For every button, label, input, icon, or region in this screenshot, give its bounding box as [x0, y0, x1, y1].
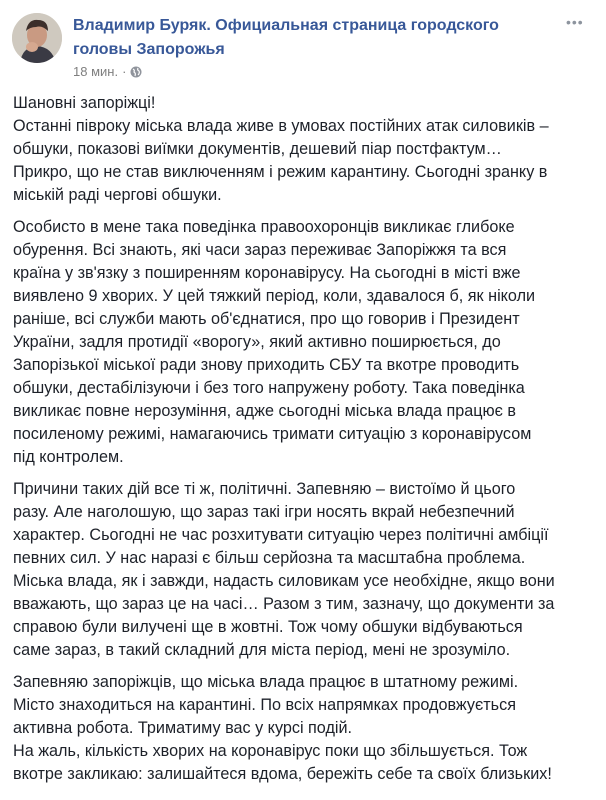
post-text-line: певних сил. У нас наразі є більш серйозна та масштабна проблема.	[13, 549, 526, 567]
post-text-line: України, задля протидії «ворогу», який активно поширюється, до	[13, 333, 501, 351]
post-text-line: вважають, що зараз це на часі… Разом з тим, зазначу, що документи за	[13, 595, 555, 613]
post-text-line: Особисто в мене така поведінка правоохоронців викликає глибоке	[13, 218, 515, 236]
post-text-line: виявлено 9 хворих. У цей тяжкий період, коли, здавалося б, як ніколи	[13, 287, 536, 305]
post-text-line: посиленому режимі, намагаючись тримати ситуацію з коронавірусом	[13, 425, 532, 443]
post-text-line: викликає повне нерозуміння, адже сьогодні міська влада працює в	[13, 402, 517, 420]
post-text-line: раніше, всі служби мають об'єднатися, про що говорив і Президент	[13, 310, 520, 328]
globe-icon[interactable]	[130, 66, 142, 78]
post-paragraph	[13, 478, 603, 662]
timestamp-link[interactable]: 18 мин.	[73, 64, 119, 79]
post-text-line: Міська влада, як і завжди, надасть силовикам усе необхідне, якщо вони	[13, 572, 555, 590]
post-text-line: На жаль, кількість хворих на коронавірус поки що збільшується. Тож	[13, 742, 528, 760]
meta-separator: ·	[122, 64, 127, 79]
post-paragraph	[13, 92, 603, 207]
post-text-line: під контролем.	[13, 448, 124, 466]
post-text-line: Останні півроку міська влада живе в умовах постійних атак силовиків –	[13, 117, 549, 135]
post-text-line: активна робота. Триматиму вас у курсі подій.	[13, 719, 353, 737]
more-options-icon[interactable]: •••	[566, 14, 584, 30]
post-body	[13, 92, 603, 795]
post-text-line: Запорізької міської ради знову приходить СБУ та вкотре проводить	[13, 356, 520, 374]
post-text-line: вкотре закликаю: залишайтеся вдома, бережіть себе та своїх близьких!	[13, 765, 552, 783]
author-avatar[interactable]	[12, 13, 62, 63]
post-text-line: Запевняю запоріжців, що міська влада працює в штатному режимі.	[13, 673, 519, 691]
post-text-line: справою були вилучені ще в жовтні. Тож чому обшуки відбуваються	[13, 618, 523, 636]
post-text-line: Прикро, що не став виключенням і режим карантину. Сьогодні зранку в	[13, 163, 548, 181]
post-paragraph	[13, 216, 603, 469]
post-text-line: Шановні запоріжці!	[13, 94, 156, 112]
post-text-line: обшуки, дестабілізуючи і без того напружену роботу. Така поведінка	[13, 379, 525, 397]
post-text-line: обурення. Всі знають, які часи зараз переживає Запоріжжя та вся	[13, 241, 507, 259]
post-text-line: Причини таких дій все ті ж, політичні. Запевняю – вистоїмо й цього	[13, 480, 516, 498]
post-paragraph	[13, 671, 603, 786]
post-text-line: обшуки, показові виїмки документів, дешевий піар постфактум…	[13, 140, 502, 158]
author-name-link[interactable]: Владимир Буряк. Официальная страница городского головы Запорожья	[73, 17, 499, 58]
post-text-line: Місто знаходиться на карантині. По всіх напрямках продовжується	[13, 696, 516, 714]
post-meta	[73, 64, 142, 79]
post-text-line: разу. Але наголошую, що зараз такі ігри носять вкрай небезпечний	[13, 503, 515, 521]
post-text-line: міській раді чергові обшуки.	[13, 186, 222, 204]
post-text-line: саме зараз, в такий складний для міста період, мені не зрозуміло.	[13, 641, 511, 659]
avatar-photo-icon	[12, 13, 62, 63]
post-text-line: характер. Сьогодні не час розхитувати ситуацію через політичні амбіції	[13, 526, 549, 544]
post-text-line: країна у зв'язку з поширенням коронавірусу. На сьогодні в місті вже	[13, 264, 521, 282]
